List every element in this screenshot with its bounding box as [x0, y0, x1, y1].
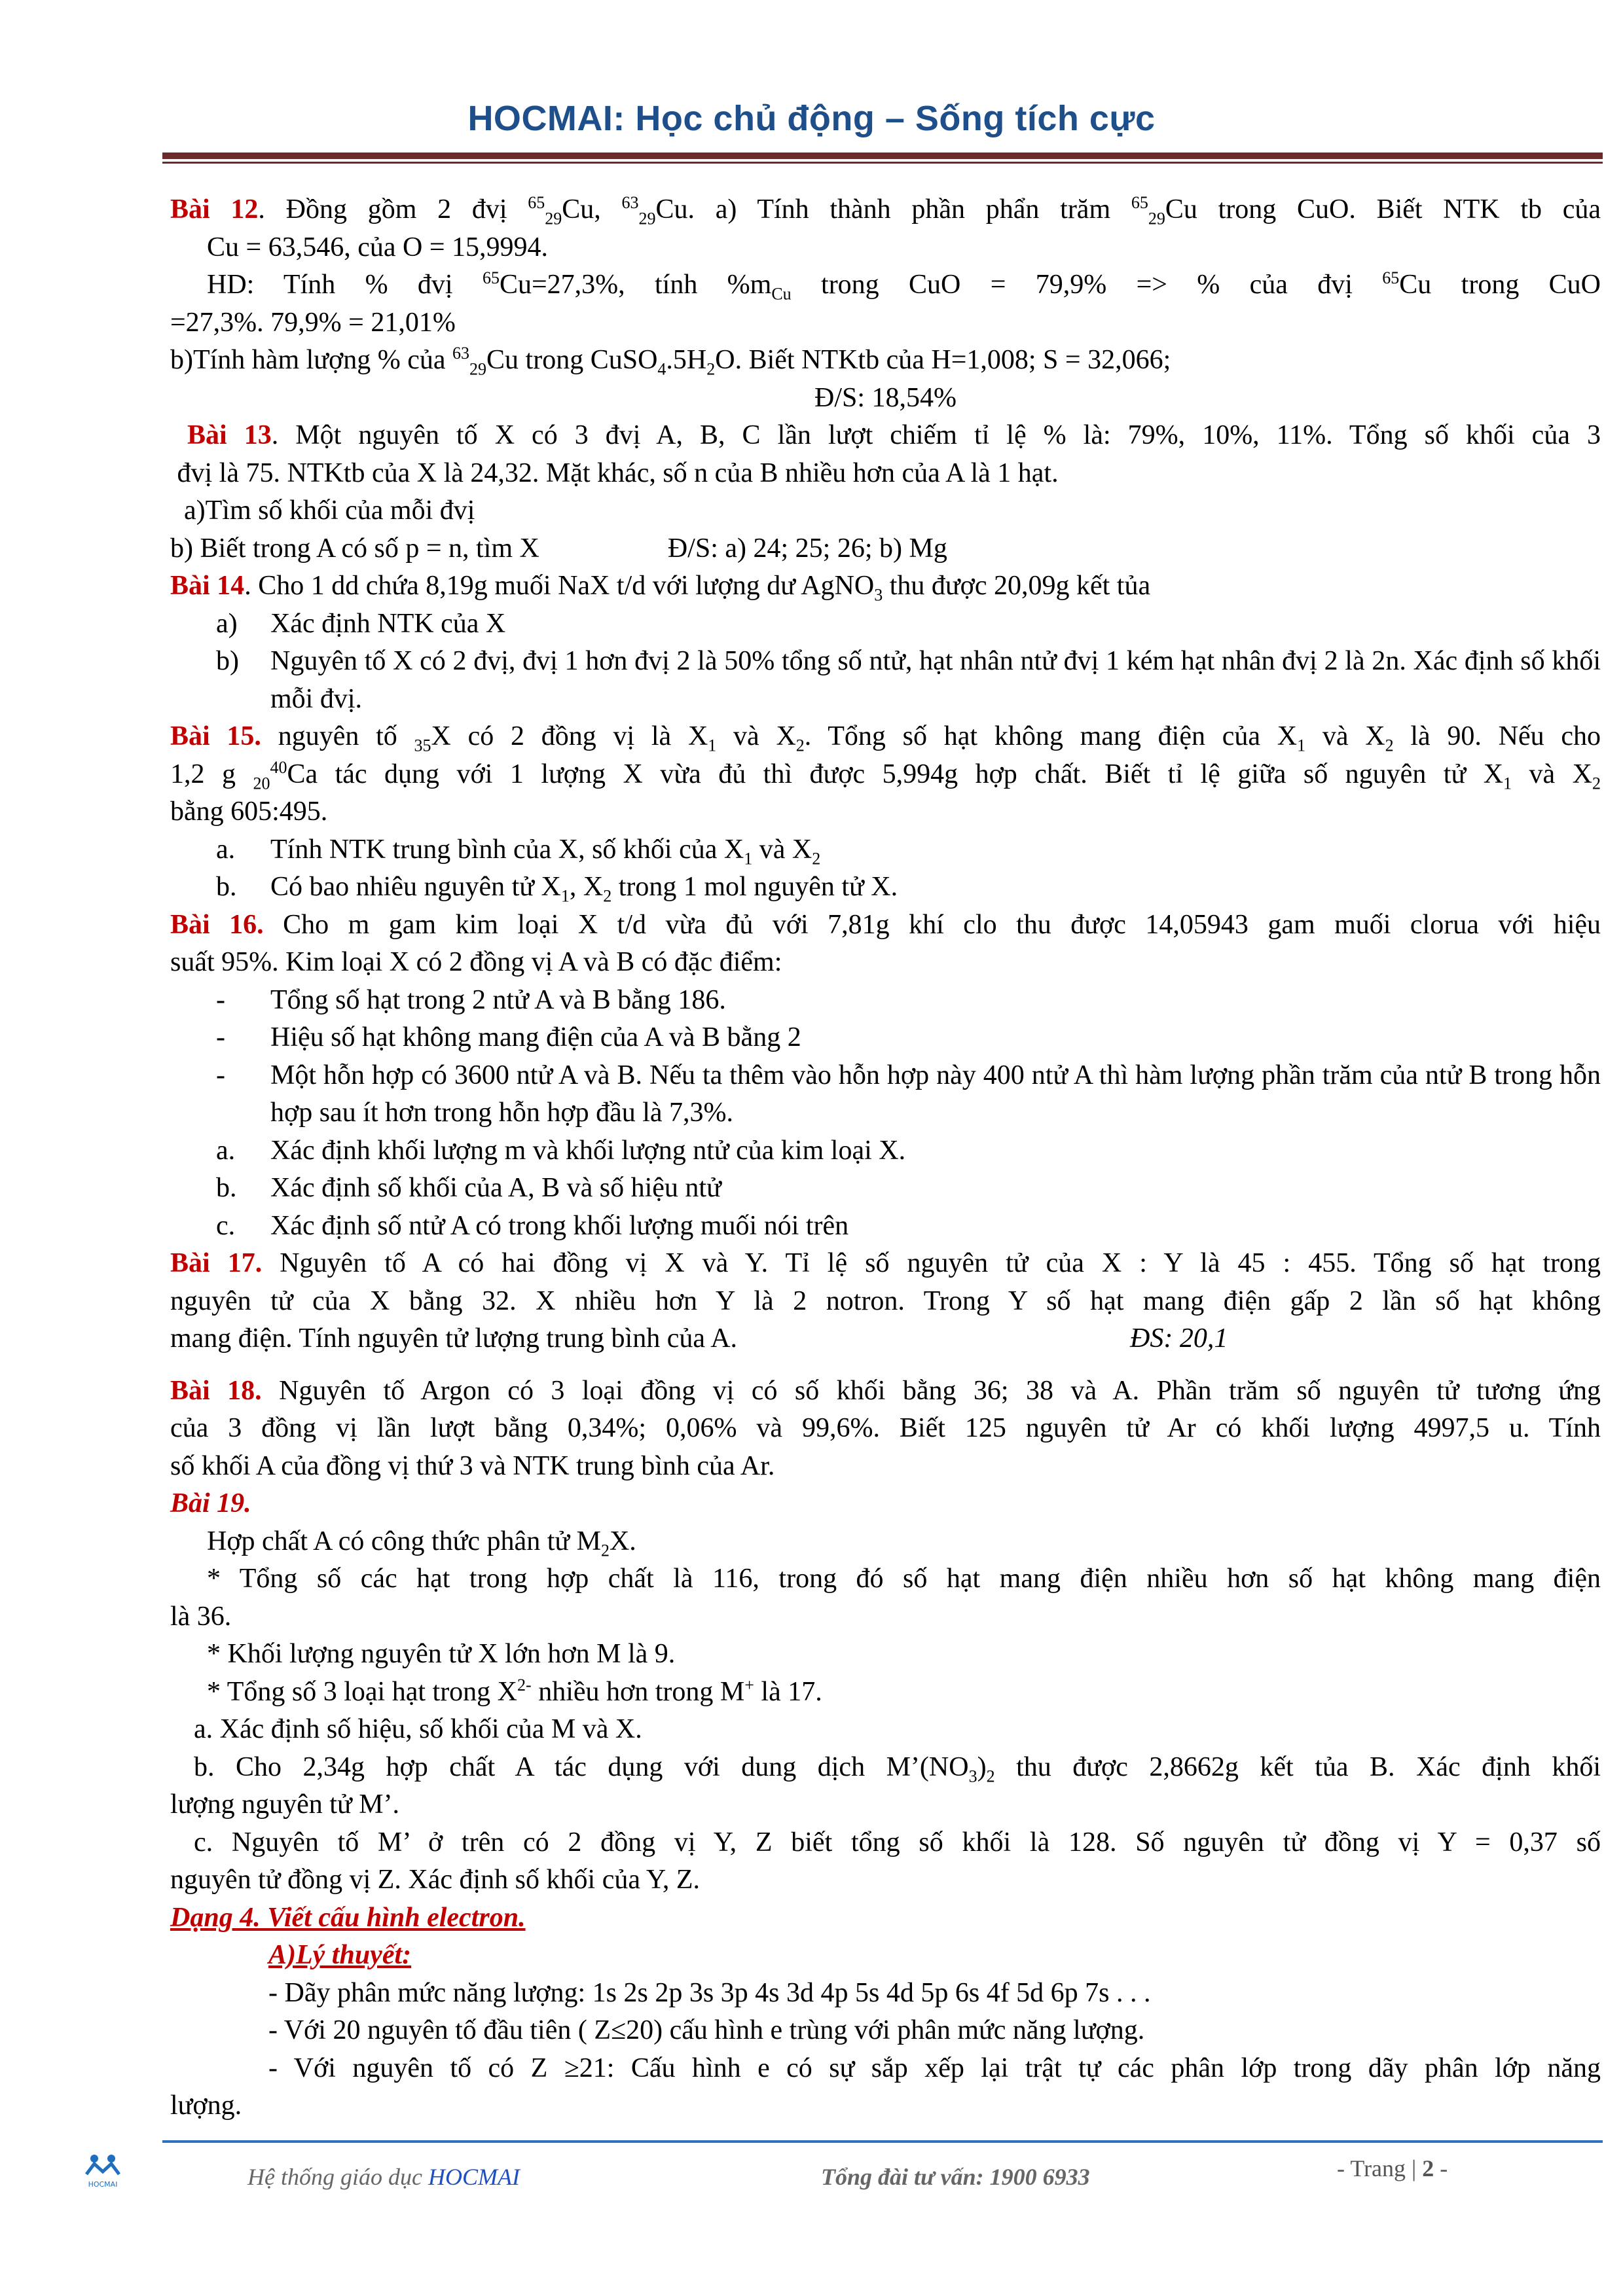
document-body: [170, 191, 1601, 2125]
bai19-title-line: [170, 1485, 1601, 1523]
bai12-line2: Cu = 63,546, của O = 15,9994.: [207, 232, 549, 262]
page-header-title: HOCMAI: Học chủ động – Sống tích cực: [467, 99, 1156, 138]
bai12-answer: Đ/S: 18,54%: [814, 382, 957, 413]
list-item: a) Xác định NTK của X: [216, 608, 506, 639]
bai18-line3: số khối A của đồng vị thứ 3 và NTK trung bình của Ar.: [170, 1450, 775, 1481]
bai17-line2: nguyên tử của X bằng 32. X nhiều hơn Y là 2 notron. Trong Y số hạt mang điện gấp 2 lần số hạt không: [170, 1285, 1601, 1316]
bai19-title: Bài 19.: [170, 1488, 251, 1518]
bai15-line3: bằng 605:495.: [170, 797, 328, 827]
bai15-title: Bài 15.: [170, 721, 261, 751]
dang4-sub-title: A)Lý thuyết:: [268, 1940, 412, 1970]
list-item: c. Xác định số ntử A có trong khối lượng muối nói trên: [216, 1210, 849, 1241]
bai13-line2: đvị là 75. NTKtb của X là 24,32. Mặt khác, số n của B nhiều hơn của A là 1 hạt.: [177, 457, 1059, 488]
bai12-hint-line1: HD: Tính % đvị $^{65}$Cu=27,3%, tính $\%m_{Cu}$ trong CuO = 79,9% => % của đvị $^{65}$Cu trong CuO: [207, 268, 1601, 304]
footer-page-number: - Trang | 2 -: [1337, 2155, 1448, 2181]
list-item: b) Nguyên tố X có 2 đvị, đvị 1 hơn đvị 2 là 50% tổng số ntử, hạt nhân ntử đvị 1 kém hạt nhân đvị 2 là 2n. Xác định số khối mỗi đvị.: [216, 646, 1601, 714]
bai18-line1: Bài 18. Nguyên tố Argon có 3 loại đồng vị có số khối bằng 36; 38 và A. Phần trăm số nguyên tử tương ứng: [170, 1375, 1601, 1406]
bai17-line1: Bài 17. Nguyên tố A có hai đồng vị X và Y. Tỉ lệ số nguyên tử của X : Y là 45 : 455. Tổng số hạt trong: [170, 1248, 1601, 1278]
bai13-title: Bài 13: [187, 420, 272, 450]
bai12-line1: Bài 12. Đồng gồm 2 đvị $^{65}_{29}$Cu, $^{63}_{29}$Cu. a) Tính thành phần phẩn trăm $^{65}_{29}$Cu trong CuO. Biết NTK tb của: [170, 193, 1601, 228]
list-item: - Tổng số hạt trong 2 ntử A và B bằng 186.: [216, 984, 726, 1015]
dang4-line1: - Dãy phân mức năng lượng: 1s 2s 2p 3s 3p 4s 3d 4p 5s 4d 5p 6s 4f 5d 6p 7s . . .: [268, 1977, 1151, 2008]
footer-rule: [162, 2140, 1603, 2143]
list-item: b. Có bao nhiêu nguyên tử $X_1$, $X_2$ trong 1 mol nguyên tử X.: [216, 872, 898, 906]
bai17-answer: ĐS: 20,1: [1130, 1323, 1228, 1354]
bai16-line1: Bài 16. Cho m gam kim loại X t/d vừa đủ với 7,81g khí clo thu được 14,05943 gam muối clorua với hiệu: [170, 909, 1601, 940]
bai19-part-b-line1: b. Cho 2,34g hợp chất A tác dụng với dung dịch $M’(NO_3)_2$ thu được 2,8662g kết tủa B. Xác định khối: [194, 1751, 1601, 1785]
bai15-line2: 1,2 g $_{20}^{40}$Ca tác dụng với 1 lượng X vừa đủ thì được 5,994g hợp chất. Biết tỉ lệ giữa số nguyên tử $X_1$ và $X_2$: [170, 757, 1601, 793]
footer-hotline: Tổng đài tư vấn: 1900 6933: [821, 2164, 1090, 2190]
bai19-part-b-line2: lượng nguyên tử M’.: [170, 1789, 400, 1820]
bai18-line2: của 3 đồng vị lần lượt bằng 0,34%; 0,06% và 99,6%. Biết 125 nguyên tử Ar có khối lượng 4997,5 u. Tính: [170, 1413, 1601, 1443]
dang4-line2: - Với 20 nguyên tố đầu tiên ( Z≤20) cấu hình e trùng với phân mức năng lượng.: [268, 2015, 1145, 2045]
bai19-condition1-cont: là 36.: [170, 1601, 232, 1632]
dang4-line4: lượng.: [170, 2090, 242, 2121]
bai12-title: Bài 12: [170, 194, 259, 224]
list-item: a. Tính NTK trung bình của X, số khối của $X_1$ và $X_2$: [216, 834, 821, 868]
bai18-title: Bài 18.: [170, 1375, 262, 1406]
list-item: a. Xác định khối lượng m và khối lượng ntử của kim loại X.: [216, 1135, 906, 1166]
bai13-answer: Đ/S: a) 24; 25; 26; b) Mg: [667, 533, 947, 564]
bai14-line1: Bài 14. Cho 1 dd chứa 8,19g muối NaX t/d với lượng dư AgNO$_3$ thu được 20,09g kết tủa: [170, 571, 1151, 605]
bai13-line1: Bài 13. Một nguyên tố X có 3 đvị A, B, C lần lượt chiếm tỉ lệ % là: 79%, 10%, 11%. Tổng số khối của 3: [187, 420, 1601, 450]
bai19-part-c-line1: c. Nguyên tố M’ ở trên có 2 đồng vị Y, Z biết tổng số khối là 128. Số nguyên tử đồng vị Y = 0,37 số: [194, 1827, 1601, 1857]
list-item: - Một hỗn hợp có 3600 ntử A và B. Nếu ta thêm vào hỗn hợp này 400 ntử A thì hàm lượng phần trăm của ntử B trong hỗn hợp sau ít hơn trong hỗn hợp đầu là 7,3%.: [216, 1060, 1601, 1128]
bai19-condition3: * Tổng số 3 loại hạt trong $X^{2-}$ nhiều hơn trong M+ là 17.: [207, 1675, 822, 1707]
bai19-condition1: * Tổng số các hạt trong hợp chất là 116, trong đó số hạt mang điện nhiều hơn số hạt không mang điện: [207, 1564, 1601, 1594]
bai13-part-a: a)Tìm số khối của mỗi đvị: [184, 495, 475, 526]
bai19-part-a: a. Xác định số hiệu, số khối của M và X.: [194, 1714, 642, 1744]
bai19-formula-line: Hợp chất A có công thức phân tử $M_2X$.: [207, 1526, 636, 1560]
svg-text:HOCMAI: HOCMAI: [88, 2180, 118, 2189]
dang4-heading: [170, 1899, 1601, 1937]
hocmai-logo-icon: [80, 2152, 126, 2189]
dang4-line3: - Với nguyên tố có Z ≥21: Cấu hình e có sự sắp xếp lại trật tự các phân lớp trong dãy phân lớp năng: [268, 2053, 1601, 2083]
header-rule-thin: [162, 162, 1603, 164]
footer-brand-link[interactable]: HOCMAI: [428, 2164, 520, 2190]
bai12-hint-line2: =27,3%. 79,9% = 21,01%: [170, 307, 456, 338]
bai17-title: Bài 17.: [170, 1248, 263, 1278]
bai19-part-c-line2: nguyên tử đồng vị Z. Xác định số khối của Y, Z.: [170, 1865, 700, 1895]
bai16-line2: suất 95%. Kim loại X có 2 đồng vị A và B có đặc điểm:: [170, 947, 782, 977]
bai12-part-b: b)Tính hàm lượng % của $^{63}_{29}$Cu trong $CuSO_4.5H_2O$. Biết NTKtb của H=1,008; S = 32,066;: [170, 344, 1171, 379]
bai17-line3: mang điện. Tính nguyên tử lượng trung bình của A. ĐS: 20,1: [170, 1323, 1228, 1354]
list-item: - Hiệu số hạt không mang điện của A và B bằng 2: [216, 1022, 801, 1052]
bai19-condition2: * Khối lượng nguyên tử X lớn hơn M là 9.: [207, 1639, 676, 1669]
list-item: b. Xác định số khối của A, B và số hiệu ntử: [216, 1173, 721, 1203]
bai13-part-b: b) Biết trong A có số p = n, tìm X Đ/S: a) 24; 25; 26; b) Mg: [170, 533, 947, 564]
bai15-line1: Bài 15. nguyên tố $_{35}$X có 2 đồng vị là $X_1$ và $X_2$. Tổng số hạt không mang điện của $X_1$ và $X_2$ là 90. Nếu cho: [170, 721, 1601, 755]
dang4-subheading: [170, 1937, 1601, 1975]
dang4-title: Dạng 4. Viết cấu hình electron.: [170, 1902, 526, 1933]
footer-organization: Hệ thống giáo dục HOCMAI: [247, 2164, 520, 2190]
bai16-title: Bài 16.: [170, 909, 264, 940]
header-rule-thick: [162, 152, 1603, 159]
bai14-title: Bài 14: [170, 571, 245, 601]
